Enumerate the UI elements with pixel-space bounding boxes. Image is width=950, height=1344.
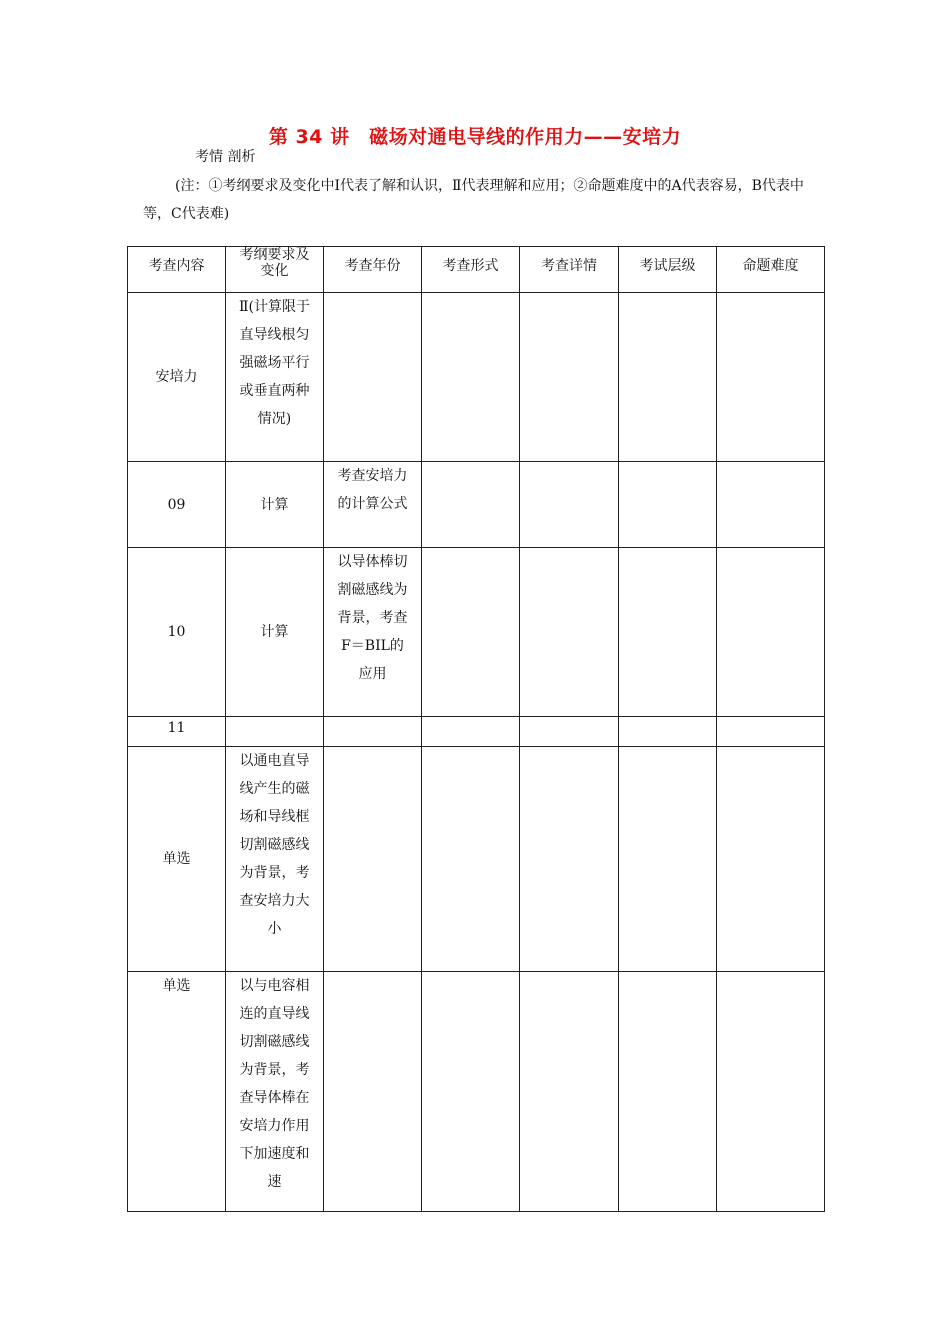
table-row: [128, 548, 825, 717]
cell-text: 单选: [162, 978, 191, 994]
header-cell: 考查详情: [520, 247, 619, 293]
table-cell: [226, 747, 324, 972]
table-cell: [520, 972, 619, 1212]
cell-text: 计算: [260, 624, 289, 640]
table-cell: [422, 972, 520, 1212]
header-cell: 考试层级: [619, 247, 717, 293]
header-cell: 考查内容: [128, 247, 226, 293]
table-cell: [128, 972, 226, 1212]
table-row: [128, 717, 825, 747]
table-row: [128, 462, 825, 548]
table-cell: [619, 717, 717, 747]
table-cell: [324, 717, 422, 747]
table-cell: [324, 548, 422, 717]
table-cell: [422, 717, 520, 747]
cell-text: 安培力: [155, 369, 198, 385]
table-cell: [324, 462, 422, 548]
cell-text: 考查安培力的计算公式: [337, 468, 408, 512]
table-cell: [717, 747, 825, 972]
cell-text: 以导体棒切割磁感线为背景，考查F＝BIL的应用: [337, 554, 408, 682]
table-cell: [520, 293, 619, 462]
table-cell: [226, 293, 324, 462]
table-cell: [619, 747, 717, 972]
exam-analysis-table: [127, 246, 825, 1212]
cell-text: 10: [167, 624, 186, 640]
table-cell: [520, 462, 619, 548]
table-cell: [520, 548, 619, 717]
table-cell: [422, 293, 520, 462]
section-label: 考情 剖析: [195, 149, 256, 165]
header-cell: 命题难度: [717, 247, 825, 293]
table-cell: [717, 293, 825, 462]
table-row: [128, 972, 825, 1212]
table-header-row: [128, 247, 825, 293]
table-cell: [128, 747, 226, 972]
cell-text: 11: [167, 720, 186, 736]
header-cell: 考查形式: [422, 247, 520, 293]
cell-text: 09: [167, 496, 186, 513]
page-title: 第 34 讲 磁场对通电导线的作用力——安培力: [268, 126, 682, 148]
cell-text: 以与电容相连的直导线切割磁感线为背景，考查导体棒在安培力作用下加速度和速: [239, 978, 310, 1190]
table-cell: [717, 548, 825, 717]
cell-text: 计算: [260, 496, 289, 513]
table-cell: [128, 548, 226, 717]
table-cell: [422, 548, 520, 717]
table-cell: [226, 717, 324, 747]
table-cell: [520, 747, 619, 972]
header-cell: 考查年份: [324, 247, 422, 293]
cell-text: 以通电直导线产生的磁场和导线框切割磁感线为背景，考查安培力大小: [239, 753, 310, 937]
table-cell: [324, 747, 422, 972]
table-row: [128, 293, 825, 462]
table-cell: [717, 972, 825, 1212]
table-cell: [422, 747, 520, 972]
header-cell: [226, 247, 324, 293]
legend-note: (注：①考纲要求及变化中Ⅰ代表了解和认识，Ⅱ代表理解和应用；②命题难度中的A代表容易，B代表中等，C代表难): [143, 178, 804, 222]
table-cell: [717, 462, 825, 548]
table-cell: [717, 717, 825, 747]
table-cell: [324, 972, 422, 1212]
table-cell: [619, 293, 717, 462]
table-cell: [226, 548, 324, 717]
table-cell: [324, 293, 422, 462]
table-cell: [619, 548, 717, 717]
table-cell: [128, 717, 226, 747]
table-cell: [619, 972, 717, 1212]
cell-text: Ⅱ(计算限于直导线根匀强磁场平行或垂直两种情况): [239, 299, 310, 427]
table-cell: [128, 462, 226, 548]
table-cell: [422, 462, 520, 548]
header-cell-text: 考纲要求及变化: [239, 247, 310, 279]
table-row: [128, 747, 825, 972]
table-cell: [128, 293, 226, 462]
table-cell: [226, 972, 324, 1212]
table-cell: [619, 462, 717, 548]
table-cell: [226, 462, 324, 548]
table-cell: [520, 717, 619, 747]
cell-text: 单选: [162, 851, 191, 867]
